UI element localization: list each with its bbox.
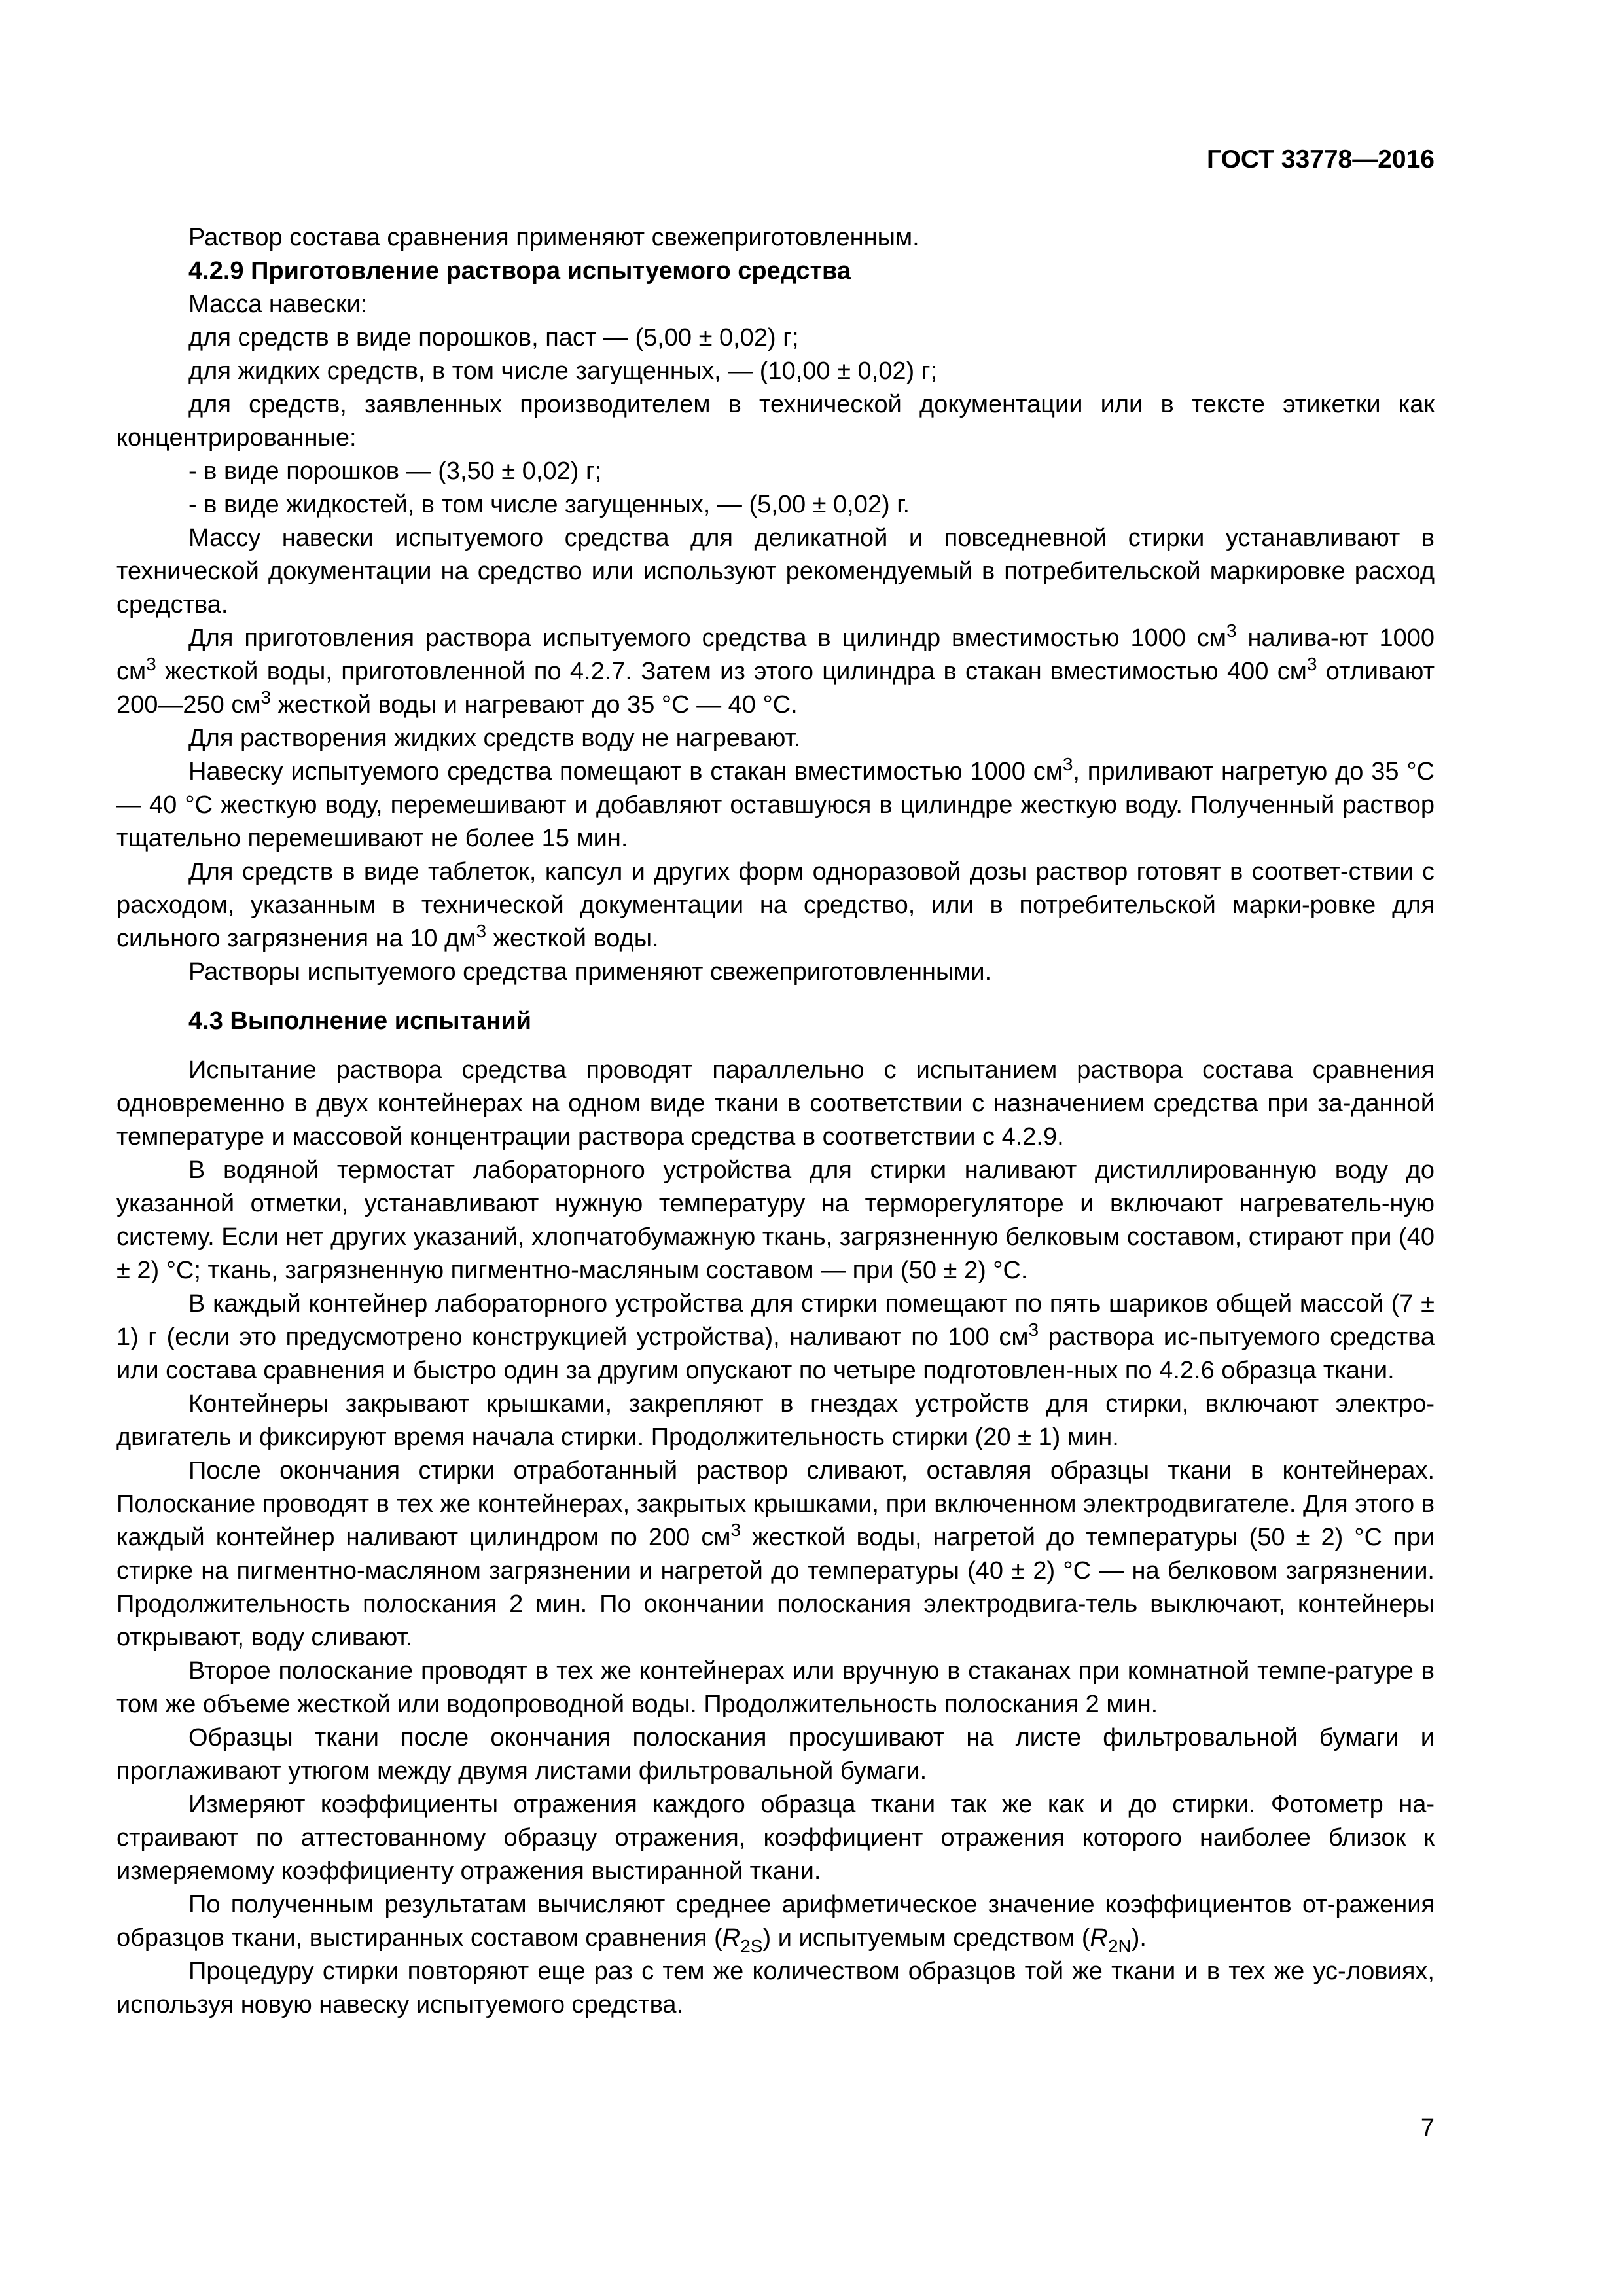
paragraph: Масса навески: (188, 291, 368, 318)
text-run: ). (1131, 1924, 1147, 1952)
text-run: Для приготовления раствора испытуемого средства в цилиндр вместимостью 1000 см (188, 624, 1227, 652)
superscript: 3 (1028, 1319, 1039, 1340)
paragraph: Образцы ткани после окончания полоскания просушивают на листе фильтровальной бумаги и проглаживают утюгом между двумя листами фильтровальной бумаги. (116, 1724, 1435, 1785)
text-run: По полученным результатам вычисляют среднее арифметическое значение коэффициентов от-ражения образцов ткани, выстиранных составом сравнения ( (116, 1891, 1435, 1952)
text-run: жесткой воды. (486, 925, 659, 952)
text-run: , приливают нагретую до 35 °С — 40 °С жесткую воду, перемешивают и добавляют оставшуюся в цилиндре жесткую воду. Полученный раствор тщательно перемешивают не более 15 мин. (116, 758, 1435, 852)
paragraph: Раствор состава сравнения применяют свежеприготовленным. (188, 224, 919, 251)
text-run: В каждый контейнер лабораторного устройства для стирки помещают по пять шариков общей массой (7 ± 1) г (если это предусмотрено конструкцией устройства), наливают по 100 см (116, 1290, 1435, 1351)
text-run: Навеску испытуемого средства помещают в стакан вместимостью 1000 см (188, 758, 1063, 785)
superscript: 3 (1306, 654, 1317, 674)
text-run: отливают 200—250 см (116, 658, 1435, 719)
section-heading-4-2-9: 4.2.9 Приготовление раствора испытуемого средства (188, 257, 851, 285)
paragraph: Растворы испытуемого средства применяют свежеприготовленными. (188, 958, 992, 986)
text-run: Для средств в виде таблеток, капсул и других форм одноразовой дозы раствор готовят в соответ-ствии с расходом, указанным в технической документации на средство, или в потребительской марки-ровке для сильного загрязнения на 10 дм (116, 858, 1435, 952)
paragraph (116, 1888, 1435, 1955)
paragraph: Испытание раствора средства проводят параллельно с испытанием раствора состава сравнения одновременно в двух контейнерах на одном виде ткани в соответствии с назначением средства при за-данной температуре и массовой концентрации раствора средства в соответствии с 4.2.9. (116, 1056, 1435, 1151)
superscript: 3 (1062, 754, 1073, 774)
paragraph (116, 755, 1435, 855)
superscript: 3 (730, 1520, 741, 1540)
paragraph: для жидких средств, в том числе загущенных, — (10,00 ± 0,02) г; (188, 357, 938, 385)
subscript: 2N (1107, 1936, 1132, 1956)
list-item: - в виде жидкостей, в том числе загущенных, — (5,00 ± 0,02) г. (188, 491, 910, 518)
text-run: жесткой воды и нагревают до 35 °С — 40 °С. (271, 691, 798, 719)
paragraph (116, 1287, 1435, 1388)
paragraph (116, 1454, 1435, 1655)
text-run: жесткой воды, нагретой до температуры (50 ± 2) °С при стирке на пигментно-масляном загрязнении и нагретой до температуры (40 ± 2) °С — на белковом загрязнении. Продолжительность полоскания 2 мин. По окончании полоскания электродвига-тель выключают, контейнеры открывают, воду сливают. (116, 1524, 1435, 1651)
superscript: 3 (1226, 620, 1237, 641)
symbol-r: R (1090, 1924, 1108, 1952)
page-number: 7 (1420, 2114, 1435, 2142)
superscript: 3 (146, 654, 156, 674)
paragraph: Массу навески испытуемого средства для деликатной и повседневной стирки устанавливают в технической документации на средство или используют рекомендуемый в потребительской маркировке расход средства. (116, 524, 1435, 619)
text-run: После окончания стирки отработанный раствор сливают, оставляя образцы ткани в контейнерах. Полоскание проводят в тех же контейнерах, закрытых крышками, при включенном электродвигателе. Для этого в каждый контейнер наливают цилиндром по 200 см (116, 1457, 1435, 1551)
paragraph: для средств, заявленных производителем в технической документации или в тексте этикетки как концентрированные: (116, 391, 1435, 452)
paragraph: Для растворения жидких средств воду не нагревают. (188, 725, 801, 752)
paragraph: Процедуру стирки повторяют еще раз с тем же количеством образцов той же ткани и в тех же ус-ловиях, используя новую навеску испытуемого средства. (116, 1958, 1435, 2018)
paragraph (116, 855, 1435, 956)
text-run: жесткой воды, приготовленной по 4.2.7. Затем из этого цилиндра в стакан вместимостью 400 см (156, 658, 1307, 685)
symbol-r: R (722, 1924, 741, 1952)
text-run: налива-ют 1000 см (116, 624, 1435, 685)
paragraph (116, 622, 1435, 722)
text-run: ) и испытуемым средством ( (762, 1924, 1090, 1952)
superscript: 3 (476, 921, 487, 941)
list-item: - в виде порошков — (3,50 ± 0,02) г; (188, 457, 602, 485)
document-header: ГОСТ 33778—2016 (1207, 145, 1435, 173)
paragraph: Измеряют коэффициенты отражения каждого образца ткани так же как и до стирки. Фотометр на-страивают по аттестованному образцу отражения, коэффициент отражения которого наиболее близок к измеряемому коэффициенту отражения выстиранной ткани. (116, 1791, 1435, 1885)
paragraph: Второе полоскание проводят в тех же контейнерах или вручную в стаканах при комнатной темпе-ратуре в том же объеме жесткой или водопроводной воды. Продолжительность полоскания 2 мин. (116, 1657, 1435, 1718)
paragraph: для средств в виде порошков, паст — (5,00 ± 0,02) г; (188, 324, 799, 351)
text-run: раствора ис-пытуемого средства или состава сравнения и быстро один за другим опускают по четыре подготовлен-ных по 4.2.6 образца ткани. (116, 1323, 1435, 1384)
subscript: 2S (740, 1936, 763, 1956)
superscript: 3 (260, 687, 272, 708)
paragraph: В водяной термостат лабораторного устройства для стирки наливают дистиллированную воду до указанной отметки, устанавливают нужную температуру на терморегуляторе и включают нагреватель-ную систему. Если нет других указаний, хлопчатобумажную ткань, загрязненную белковым составом, стирают при (40 ± 2) °С; ткань, загрязненную пигментно-масляным составом — при (50 ± 2) °С. (116, 1157, 1435, 1284)
section-heading-4-3: 4.3 Выполнение испытаний (188, 1007, 532, 1035)
paragraph: Контейнеры закрывают крышками, закрепляют в гнездах устройств для стирки, включают электро-двигатель и фиксируют время начала стирки. Продолжительность стирки (20 ± 1) мин. (116, 1390, 1435, 1451)
document-body (116, 221, 1435, 2022)
